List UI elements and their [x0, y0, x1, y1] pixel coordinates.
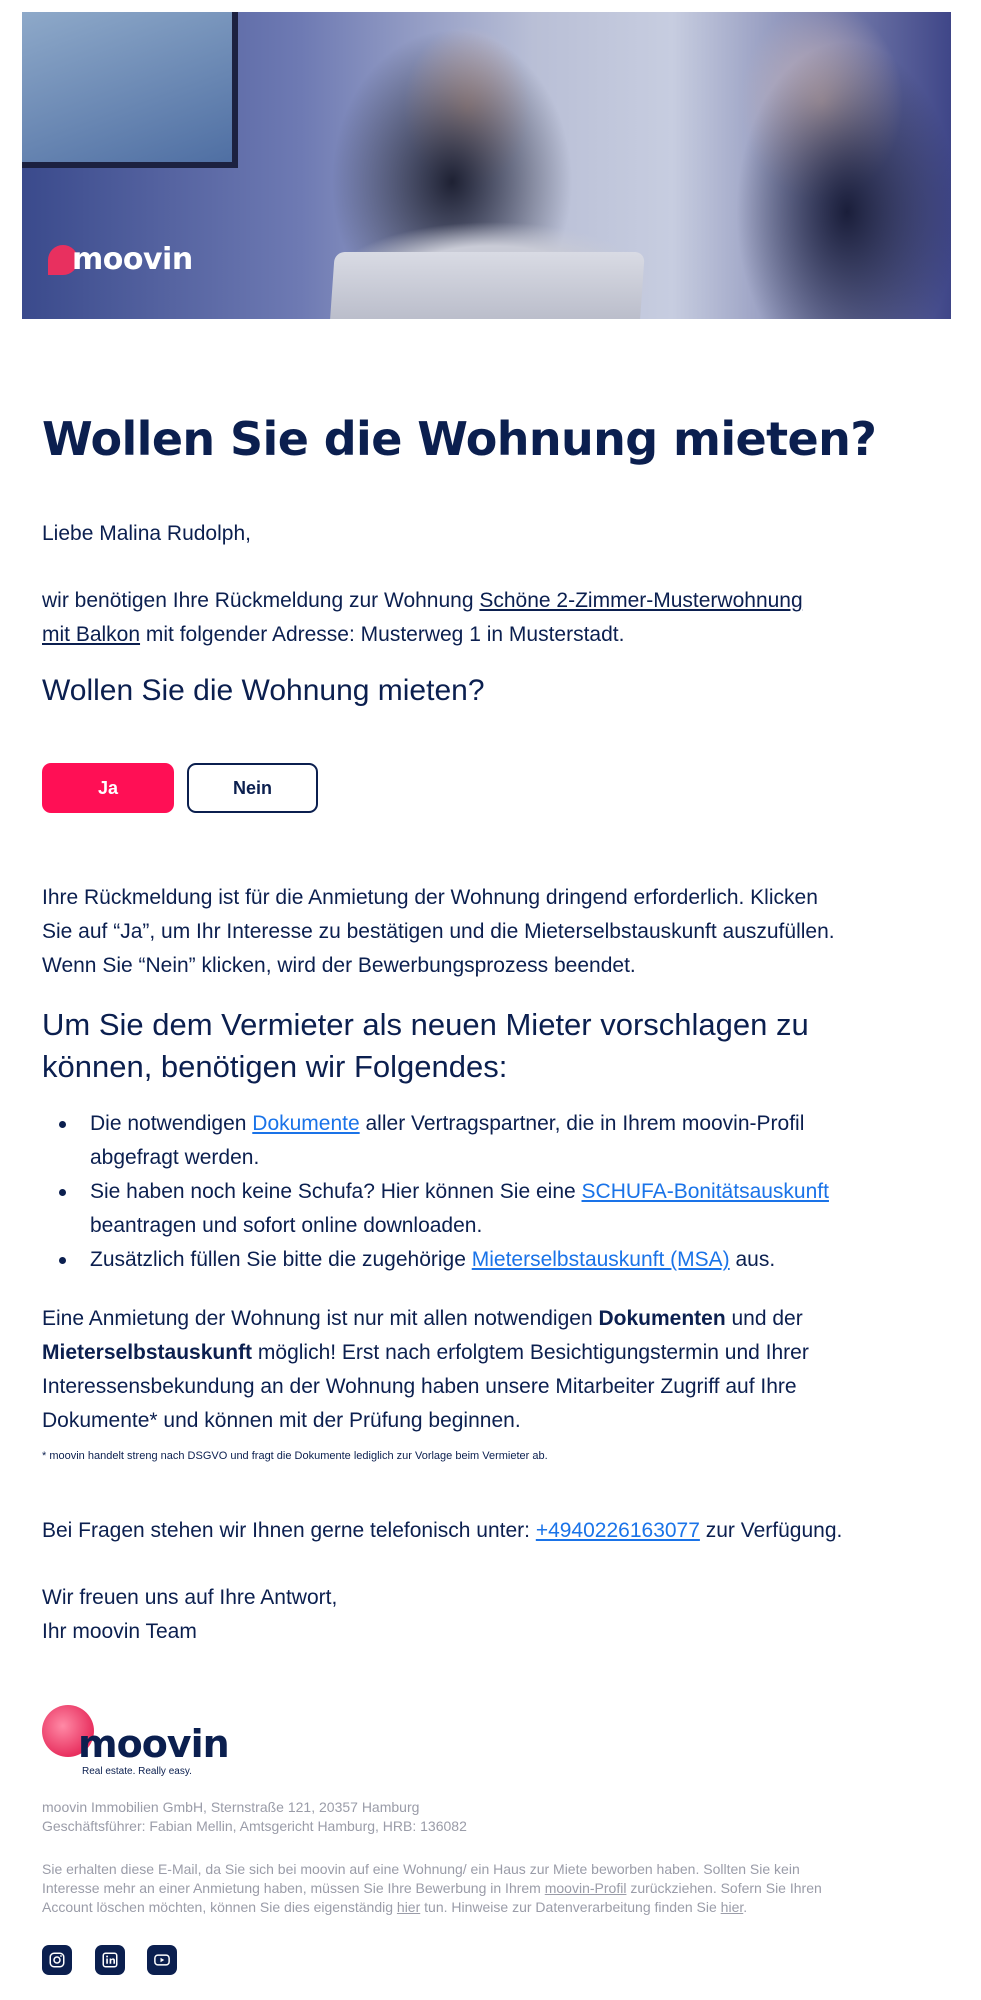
linkedin-icon[interactable]	[95, 1945, 125, 1975]
footer-logo-text: moovin	[78, 1722, 229, 1766]
hero-image	[22, 12, 951, 319]
list-item: Die notwendigen Dokumente aller Vertragspartner, die in Ihrem moovin-Profil abgefragt werden.	[42, 1107, 942, 1175]
page-title: Wollen Sie die Wohnung mieten?	[42, 412, 877, 466]
legal-text: Sie erhalten diese E-Mail, da Sie sich bei moovin auf eine Wohnung/ ein Haus zur Miete beworben haben. Sollten Sie kein Interesse mehr an einer Anmietung haben, müssen Sie Ihre Bewerbung in Ihrem moovin-Profil zurückziehen. Sofern Sie Ihren Account löschen möchten, können Sie dies eigenständig hier tun. Hinweise zur Datenverarbeitung finden Sie hier.	[42, 1861, 822, 1915]
documents-link[interactable]: Dokumente	[252, 1112, 360, 1135]
footer-tagline: Real estate. Really easy.	[82, 1766, 192, 1777]
msa-link[interactable]: Mieterselbstauskunft (MSA)	[471, 1248, 730, 1271]
no-button[interactable]: Nein	[187, 763, 318, 813]
list-item: Zusätzlich füllen Sie bitte die zugehörige Mieterselbstauskunft (MSA) aus.	[42, 1243, 942, 1277]
schufa-link[interactable]: SCHUFA-Bonitätsauskunft	[581, 1180, 829, 1203]
privacy-link[interactable]: hier	[720, 1899, 744, 1915]
yes-button[interactable]: Ja	[42, 763, 174, 813]
hero-monitor	[22, 12, 238, 168]
instagram-icon[interactable]	[42, 1945, 72, 1975]
requirements-list	[42, 1107, 942, 1277]
moovin-profile-link[interactable]: moovin-Profil	[544, 1880, 627, 1896]
apartment-link[interactable]: Schöne 2-Zimmer-Musterwohnung mit Balkon	[42, 589, 803, 646]
notice-paragraph: Eine Anmietung der Wohnung ist nur mit allen notwendigen Dokumenten und der Mieterselbstauskunft möglich! Erst nach erfolgtem Besichtigungstermin und Ihrer Interessensbekundung an der Wohnung haben unsere Mitarbeiter Zugriff auf Ihre Dokumente* und können mit der Prüfung beginnen.	[42, 1307, 809, 1432]
intro-text: wir benötigen Ihre Rückmeldung zur Wohnung	[42, 589, 480, 612]
phone-link[interactable]: +4940226163077	[535, 1519, 700, 1542]
footnote: * moovin handelt streng nach DSGVO und fragt die Dokumente lediglich zur Vorlage beim Vermieter ab.	[42, 1450, 548, 1462]
greeting: Liebe Malina Rudolph,	[42, 522, 251, 545]
intro-paragraph	[42, 584, 942, 652]
company-info: moovin Immobilien GmbH, Sternstraße 121, 20357 Hamburg Geschäftsführer: Fabian Mellin, Amtsgericht Hamburg, HRB: 136082	[42, 1799, 467, 1834]
intro-address: mit folgender Adresse: Musterweg 1 in Musterstadt.	[140, 623, 625, 646]
hero-logo	[48, 242, 193, 277]
info-paragraph: Ihre Rückmeldung ist für die Anmietung der Wohnung dringend erforderlich. Klicken Sie auf “Ja”, um Ihr Interesse zu bestätigen und die Mieterselbstauskunft auszufüllen. Wenn Sie “Nein” klicken, wird der Bewerbungsprozess beendet.	[42, 886, 835, 977]
requirements-heading: Um Sie dem Vermieter als neuen Mieter vorschlagen zu können, benötigen wir Folgendes:	[42, 1007, 809, 1084]
hero-logo-text: moovin	[72, 242, 193, 277]
hero-laptop	[329, 252, 645, 319]
list-item: Sie haben noch keine Schufa? Hier können Sie eine SCHUFA-Bonitätsauskunft beantragen und sofort online downloaden.	[42, 1175, 942, 1243]
question-heading: Wollen Sie die Wohnung mieten?	[42, 674, 485, 707]
youtube-icon[interactable]	[147, 1945, 177, 1975]
closing: Wir freuen uns auf Ihre Antwort, Ihr moovin Team	[42, 1586, 338, 1643]
delete-account-link[interactable]: hier	[396, 1899, 421, 1915]
footer-logo	[42, 1700, 242, 1780]
contact-paragraph: Bei Fragen stehen wir Ihnen gerne telefonisch unter: +4940226163077 zur Verfügung.	[42, 1519, 843, 1542]
